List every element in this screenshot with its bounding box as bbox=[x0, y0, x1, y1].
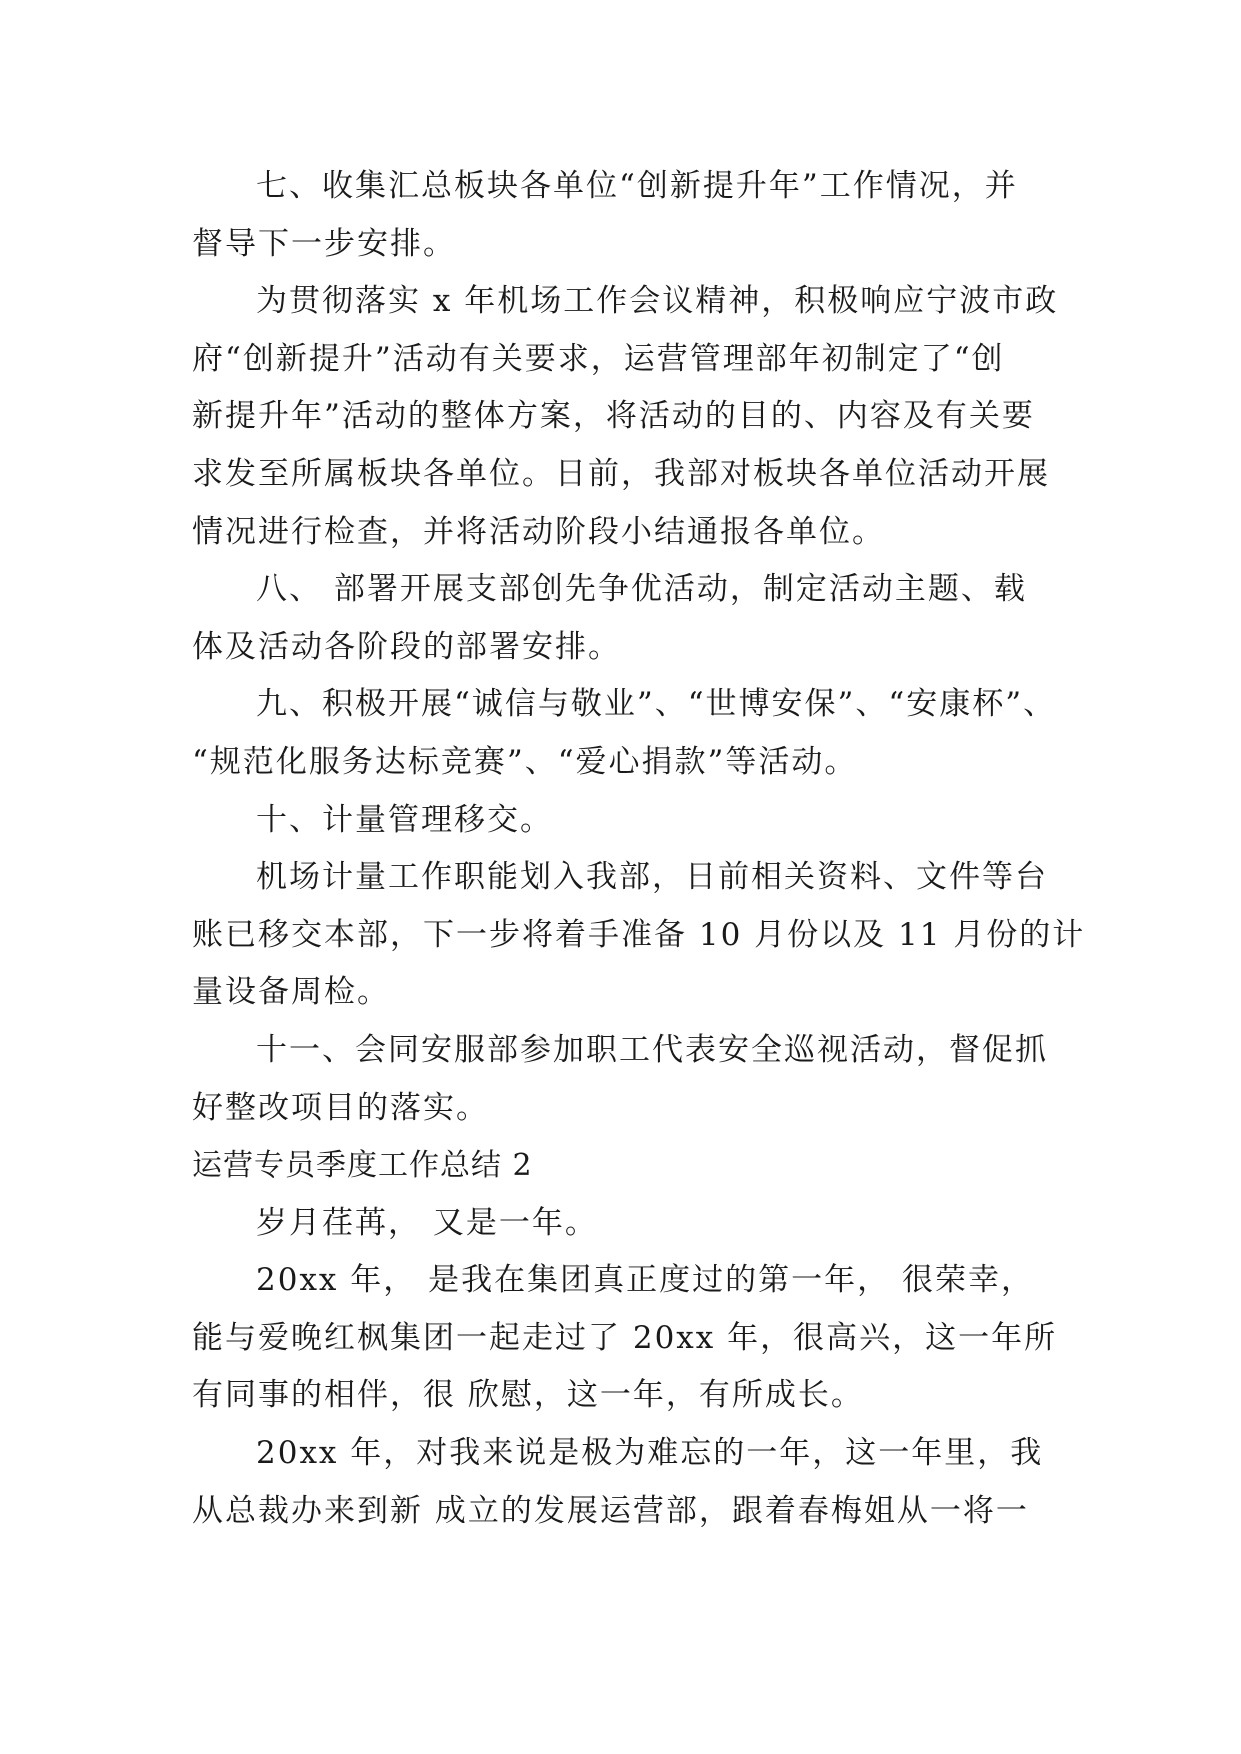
text-line: 十、计量管理移交。 bbox=[256, 801, 553, 838]
document-body bbox=[192, 158, 1086, 1540]
text-line: 九、积极开展“诚信与敬业”、“世博安保”、“安康杯”、 bbox=[256, 686, 1057, 723]
text-line: 求发至所属板块各单位。日前，我部对板块各单位活动开展 bbox=[192, 455, 1050, 492]
text-line: “规范化服务达标竞赛”、“爱心捐款”等活动。 bbox=[192, 743, 858, 780]
section-heading: 运营专员季度工作总结 2 bbox=[192, 1148, 533, 1184]
text-line: 机场计量工作职能划入我部，日前相关资料、文件等台 bbox=[256, 859, 1048, 896]
text-line: 账已移交本部，下一步将着手准备 10 月份以及 11 月份的计 bbox=[192, 916, 1086, 953]
text-line: 有同事的相伴，很 欣慰，这一年，有所成长。 bbox=[192, 1377, 864, 1414]
text-line: 七、收集汇总板块各单位“创新提升年”工作情况，并 bbox=[256, 168, 1018, 204]
text-line: 八、 部署开展支部创先争优活动，制定活动主题、载 bbox=[256, 571, 1027, 608]
text-line: 岁月荏苒， 又是一年。 bbox=[256, 1204, 598, 1241]
text-line: 为贯彻落实 x 年机场工作会议精神，积极响应宁波市政 bbox=[256, 283, 1059, 320]
text-line: 情况进行检查，并将活动阶段小结通报各单位。 bbox=[192, 513, 885, 550]
text-line: 20xx 年，对我来说是极为难忘的一年，这一年里，我 bbox=[256, 1435, 1044, 1472]
text-line: 体及活动各阶段的部署安排。 bbox=[192, 628, 621, 665]
text-line: 20xx 年， 是我在集团真正度过的第一年， 很荣幸， bbox=[256, 1262, 1034, 1299]
text-line: 量设备周检。 bbox=[192, 974, 390, 1011]
text-line: 好整改项目的落实。 bbox=[192, 1089, 489, 1126]
text-line: 能与爱晚红枫集团一起走过了 20xx 年，很高兴，这一年所 bbox=[192, 1319, 1058, 1356]
text-line: 从总裁办来到新 成立的发展运营部，跟着春梅姐从一将一 bbox=[192, 1492, 1029, 1529]
text-line: 督导下一步安排。 bbox=[192, 225, 456, 262]
text-line: 府“创新提升”活动有关要求，运营管理部年初制定了“创 bbox=[192, 340, 1005, 377]
text-line: 新提升年”活动的整体方案，将活动的目的、内容及有关要 bbox=[192, 398, 1035, 435]
text-line: 十一、会同安服部参加职工代表安全巡视活动，督促抓 bbox=[256, 1031, 1048, 1068]
